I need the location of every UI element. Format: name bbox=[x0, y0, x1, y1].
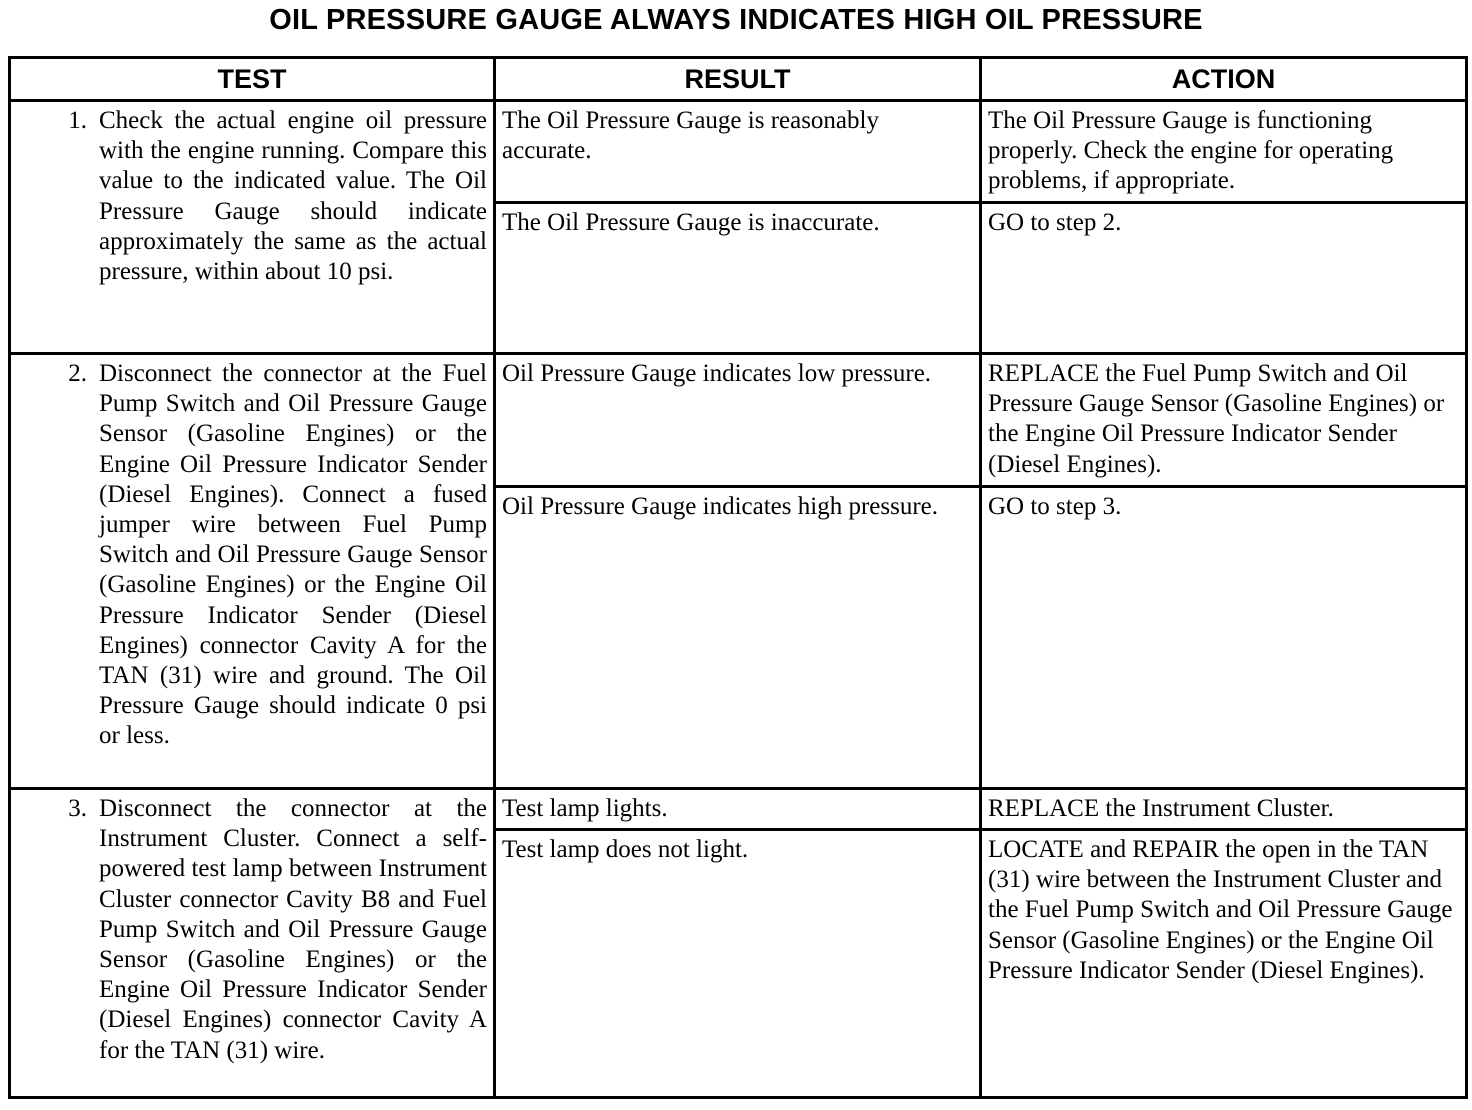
diagnostic-table bbox=[8, 56, 1468, 1099]
step-2-result-2: Oil Pressure Gauge indicates high pressure. bbox=[495, 487, 981, 789]
step-2-test-cell bbox=[10, 354, 495, 789]
step-1-action-2: GO to step 2. bbox=[981, 203, 1467, 354]
table-row bbox=[10, 354, 1467, 487]
table-row bbox=[10, 101, 1467, 203]
step-test-text: Disconnect the connector at the Instrument Cluster. Connect a self-powered test lamp between Instrument Cluster connector Cavity B8 and Fuel Pump Switch and Oil Pressure Gauge Sensor (Gasoline Engines) or the Engine Oil Pressure Indicator Sender (Diesel Engines) connector Cavity A for the TAN (31) wire. bbox=[99, 795, 487, 1064]
step-1-result-2: The Oil Pressure Gauge is inaccurate. bbox=[495, 203, 981, 354]
step-number: 2. bbox=[68, 360, 87, 387]
step-1-action-1: The Oil Pressure Gauge is functioning properly. Check the engine for operating problems, if appropriate. bbox=[981, 101, 1467, 203]
step-test-text: Check the actual engine oil pressure with the engine running. Compare this value to the indicated value. The Oil Pressure Gauge should indicate approximately the same as the actual pressure, within about 10 psi. bbox=[99, 107, 487, 286]
step-2-action-2: GO to step 3. bbox=[981, 487, 1467, 789]
step-3-result-1: Test lamp lights. bbox=[495, 789, 981, 830]
step-2-result-1: Oil Pressure Gauge indicates low pressure. bbox=[495, 354, 981, 487]
step-3-result-2: Test lamp does not light. bbox=[495, 830, 981, 1098]
header-row bbox=[10, 58, 1467, 101]
header-result: RESULT bbox=[495, 58, 981, 101]
step-1-result-1: The Oil Pressure Gauge is reasonably accurate. bbox=[495, 101, 981, 203]
table-row bbox=[10, 789, 1467, 830]
header-action: ACTION bbox=[981, 58, 1467, 101]
step-1-test-cell bbox=[10, 101, 495, 354]
step-number: 3. bbox=[68, 795, 87, 822]
step-2-action-1: REPLACE the Fuel Pump Switch and Oil Pressure Gauge Sensor (Gasoline Engines) or the Engine Oil Pressure Indicator Sender (Diesel Engines). bbox=[981, 354, 1467, 487]
step-3-action-1: REPLACE the Instrument Cluster. bbox=[981, 789, 1467, 830]
step-test-text: Disconnect the connector at the Fuel Pump Switch and Oil Pressure Gauge Sensor (Gasoline Engines) or the Engine Oil Pressure Indicator Sender (Diesel Engines). Connect a fused jumper wire between Fuel Pump Switch and Oil Pressure Gauge Sensor (Gasoline Engines) or the Engine Oil Pressure Indicator Sender (Diesel Engines) connector Cavity A for the TAN (31) wire and ground. The Oil Pressure Gauge should indicate 0 psi or less. bbox=[99, 360, 487, 750]
page-title: OIL PRESSURE GAUGE ALWAYS INDICATES HIGH OIL PRESSURE bbox=[269, 4, 1203, 36]
step-3-test-cell bbox=[10, 789, 495, 1098]
step-number: 1. bbox=[68, 107, 87, 134]
header-test: TEST bbox=[10, 58, 495, 101]
step-3-action-2: LOCATE and REPAIR the open in the TAN (31) wire between the Instrument Cluster and the Fuel Pump Switch and Oil Pressure Gauge Sensor (Gasoline Engines) or the Engine Oil Pressure Indicator Sender (Diesel Engines). bbox=[981, 830, 1467, 1098]
